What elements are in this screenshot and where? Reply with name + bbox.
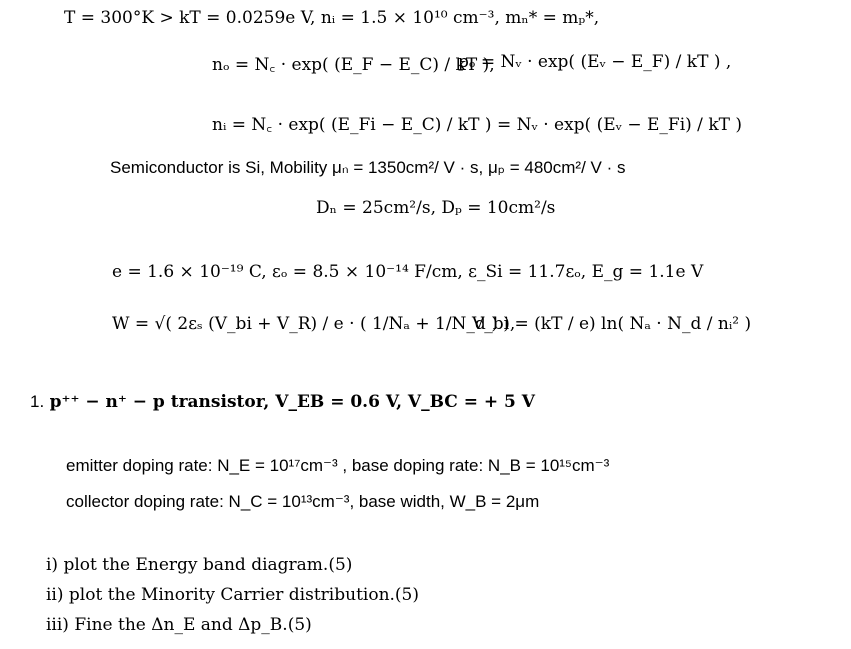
question-1: [46, 555, 352, 575]
problem-number: 1.: [30, 392, 45, 411]
given-line-1: [64, 8, 599, 28]
ni-equation-text: nᵢ = N꜀ · exp( (E_Fi − E_C) / kT ) = Nᵥ · exp( (Eᵥ − E_Fi) / kT ): [212, 115, 742, 135]
po-equation: [458, 52, 731, 72]
emitter-doping-line: [66, 456, 609, 476]
collector-doping-line: [66, 492, 539, 512]
constants-line: [112, 262, 703, 282]
question-1-text: i) plot the Energy band diagram.(5): [46, 555, 353, 575]
no-equation: [212, 52, 495, 75]
problem-title-text: p⁺⁺ − n⁺ − p transistor, V_EB = 0.6 V, V_BC = + 5 V: [49, 392, 535, 412]
ni-equation: [212, 112, 742, 135]
vbi-equation-text: V_bi = (kT / e) ln( Nₐ · N_d / nᵢ² ): [472, 314, 752, 334]
constants-text: e = 1.6 × 10⁻¹⁹ C, εₒ = 8.5 × 10⁻¹⁴ F/cm, ε_Si = 11.7εₒ, E_g = 1.1e V: [112, 262, 704, 282]
question-3-text: iii) Fine the Δn_E and Δp_B.(5): [46, 615, 312, 635]
w-equation: [112, 314, 515, 334]
semiconductor-text: Semiconductor is Si, Mobility μₙ = 1350cm²/ V · s, μₚ = 480cm²/ V · s: [110, 158, 626, 177]
given-line-1-text: T = 300°K > kT = 0.0259e V, nᵢ = 1.5 × 10¹⁰ cm⁻³, mₙ* = mₚ*,: [64, 8, 600, 28]
collector-doping-text: collector doping rate: N_C = 10¹³cm⁻³, base width, W_B = 2μm: [66, 492, 540, 511]
question-2-text: ii) plot the Minority Carrier distribution.(5): [46, 585, 420, 605]
po-equation-text: pₒ = Nᵥ · exp( (Eᵥ − E_F) / kT ) ,: [458, 52, 732, 72]
diffusion-text: Dₙ = 25cm²/s, Dₚ = 10cm²/s: [316, 198, 556, 218]
semiconductor-line: [110, 158, 625, 178]
emitter-doping-text: emitter doping rate: N_E = 10¹⁷cm⁻³ , base doping rate: N_B = 10¹⁵cm⁻³: [66, 456, 610, 475]
problem-title: [30, 392, 535, 412]
diffusion-line: [316, 198, 555, 218]
question-3: [46, 615, 312, 635]
vbi-equation: [472, 314, 751, 334]
w-equation-text: W = √( 2εₛ (V_bi + V_R) / e · ( 1/Nₐ + 1/N_d ) ),: [112, 314, 516, 334]
no-equation-text: nₒ = N꜀ · exp( (E_F − E_C) / kT ),: [212, 55, 495, 75]
question-2: [46, 585, 419, 605]
